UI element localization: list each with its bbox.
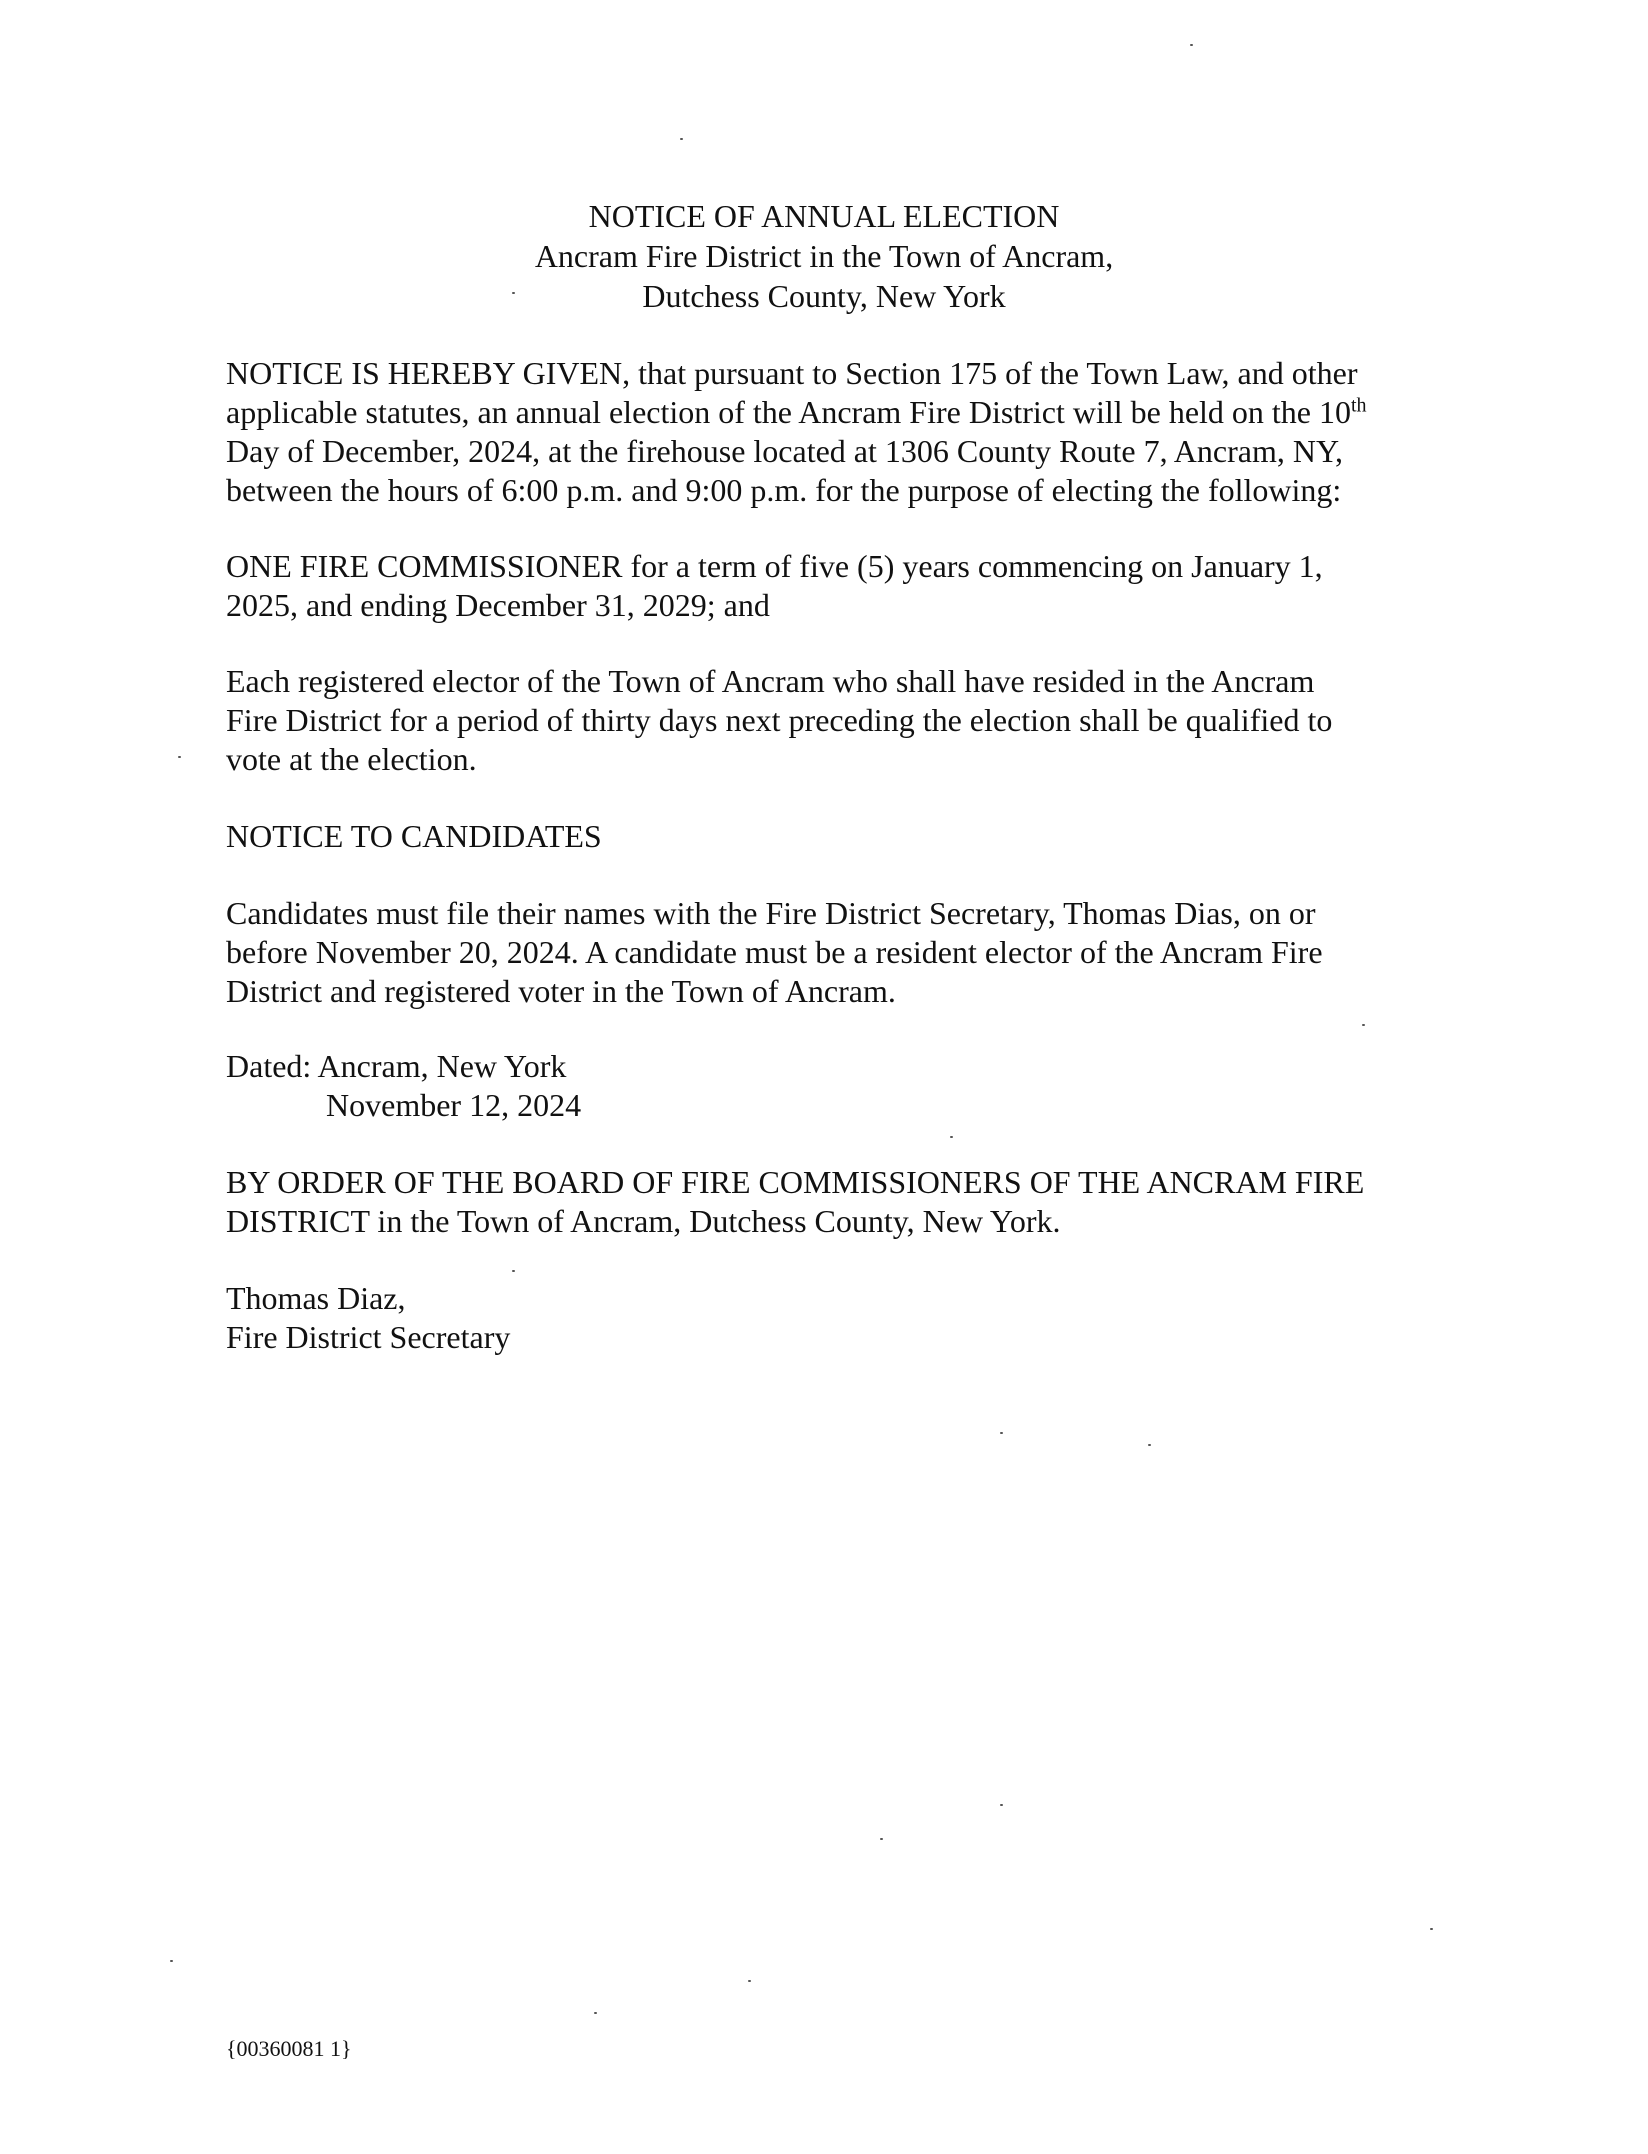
order-paragraph — [226, 1163, 1456, 1241]
candidates-heading-text: NOTICE TO CANDIDATES — [226, 818, 602, 854]
candidates-line: Candidates must file their names with the Fire District Secretary, Thomas Dias, on or — [226, 895, 1316, 931]
scan-speck — [1000, 1804, 1003, 1806]
document-code: {00360081 1} — [226, 2036, 352, 2061]
scan-speck — [1362, 1024, 1365, 1026]
scan-speck — [680, 138, 683, 140]
commissioner-line: ONE FIRE COMMISSIONER for a term of five (5) years commencing on January 1, — [226, 548, 1323, 584]
scan-speck — [950, 1136, 953, 1138]
notice-heading — [0, 196, 1648, 316]
elector-line: Each registered elector of the Town of Ancram who shall have resided in the Ancram — [226, 663, 1315, 699]
scan-speck — [748, 1980, 751, 1982]
order-line: DISTRICT in the Town of Ancram, Dutchess County, New York. — [226, 1203, 1061, 1239]
heading-district: Ancram Fire District in the Town of Ancram, — [534, 238, 1114, 274]
notice-paragraph — [226, 354, 1456, 510]
dated-place: Dated: Ancram, New York — [226, 1048, 567, 1084]
scan-speck — [1000, 1432, 1003, 1434]
scan-speck — [512, 1270, 515, 1272]
order-line: BY ORDER OF THE BOARD OF FIRE COMMISSIONERS OF THE ANCRAM FIRE — [226, 1164, 1365, 1200]
candidates-paragraph — [226, 894, 1456, 1011]
scan-speck — [170, 1960, 173, 1962]
notice-line-text: applicable statutes, an annual election of the Ancram Fire District will be held on the 10 — [226, 394, 1351, 430]
notice-line: between the hours of 6:00 p.m. and 9:00 p.m. for the purpose of electing the following: — [226, 472, 1342, 508]
heading-county: Dutchess County, New York — [642, 278, 1006, 314]
elector-line: vote at the election. — [226, 741, 477, 777]
notice-line: NOTICE IS HEREBY GIVEN, that pursuant to Section 175 of the Town Law, and other — [226, 355, 1358, 391]
candidates-heading — [226, 817, 1456, 856]
commissioner-line: 2025, and ending December 31, 2029; and — [226, 587, 770, 623]
scan-speck — [512, 292, 515, 294]
commissioner-paragraph — [226, 547, 1456, 625]
candidates-line: District and registered voter in the Town of Ancram. — [226, 973, 896, 1009]
heading-title: NOTICE OF ANNUAL ELECTION — [588, 198, 1060, 234]
candidates-line: before November 20, 2024. A candidate must be a resident elector of the Ancram Fire — [226, 934, 1323, 970]
scan-speck — [880, 1838, 883, 1840]
scan-speck — [594, 2012, 597, 2014]
scan-speck — [178, 756, 181, 758]
notice-line: Day of December, 2024, at the firehouse located at 1306 County Route 7, Ancram, NY, — [226, 433, 1343, 469]
elector-paragraph — [226, 662, 1456, 779]
signature-name: Thomas Diaz, — [226, 1280, 406, 1316]
dated-date: November 12, 2024 — [326, 1087, 582, 1123]
signature-block — [226, 1279, 1456, 1357]
elector-line: Fire District for a period of thirty days next preceding the election shall be qualified to — [226, 702, 1333, 738]
signature-title: Fire District Secretary — [226, 1319, 511, 1355]
scan-speck — [1190, 44, 1193, 46]
scan-speck — [1430, 1928, 1433, 1930]
notice-line — [226, 393, 1456, 432]
ordinal-suffix: th — [1351, 394, 1367, 417]
scan-speck — [1148, 1444, 1151, 1446]
dated-block — [226, 1047, 1456, 1125]
